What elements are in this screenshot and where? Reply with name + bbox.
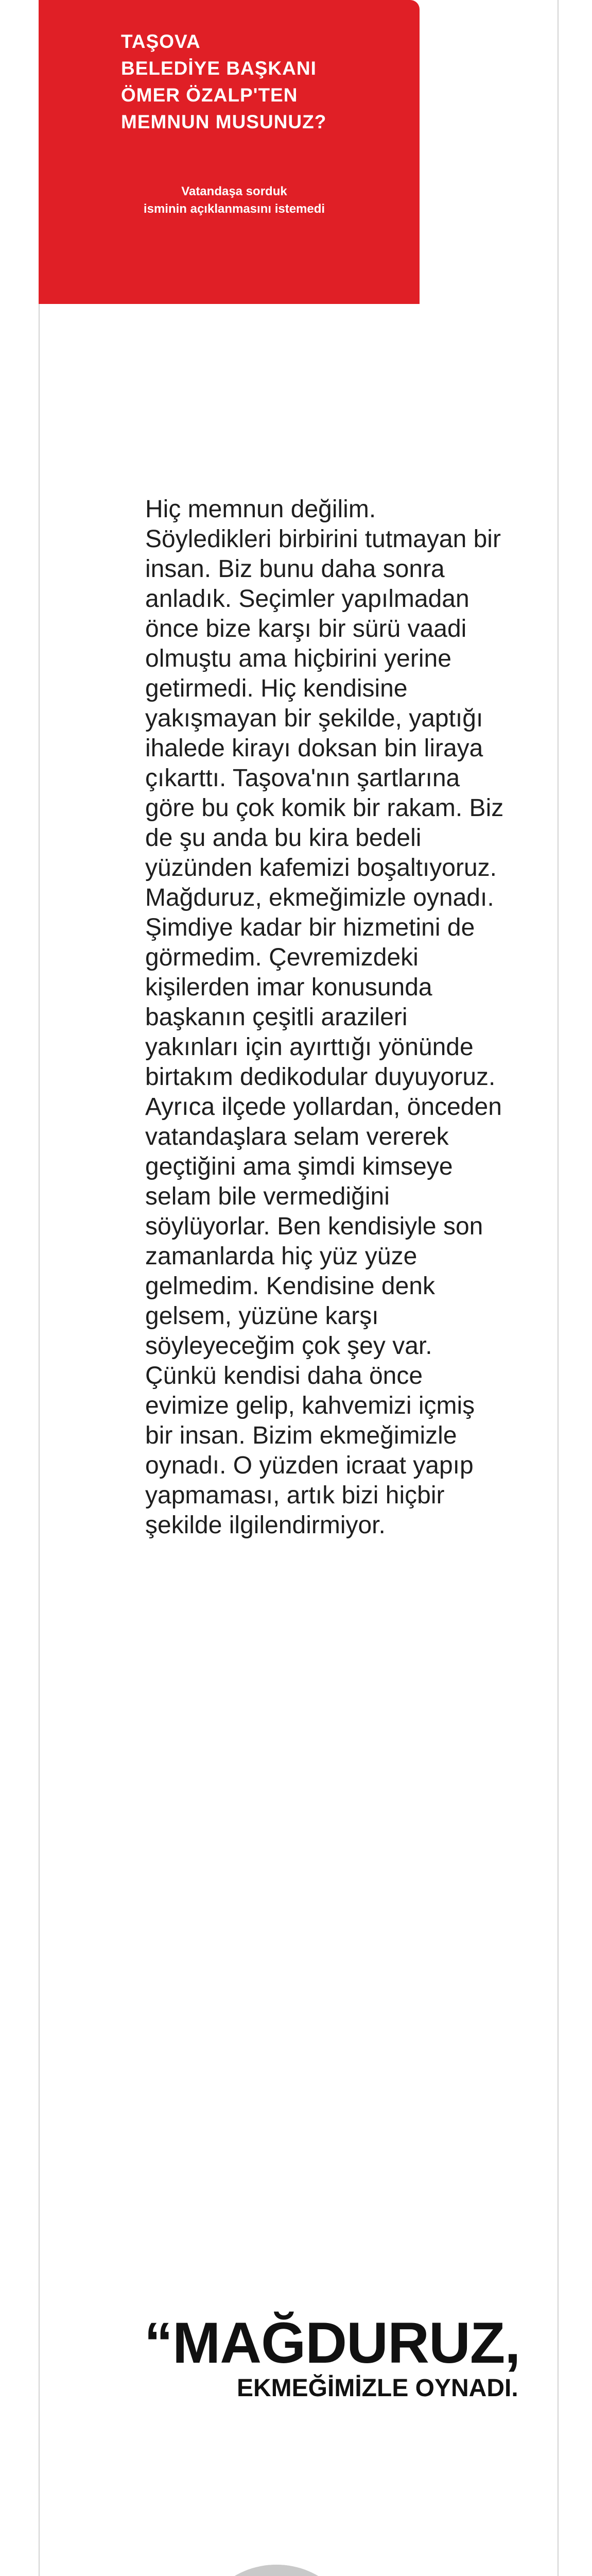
article-body: Hiç memnun değilim. Söyledikleri birbirini tutmayan bir insan. Biz bunu daha sonra anladık. Seçimler yapılmadan önce bize karşı bir sürü vaadi olmuştu ama hiçbirini yerine getirmedi. Hiç kendisine yakışmayan bir şekilde, yaptığı ihalede kirayı doksan bin liraya çıkarttı. Taşova'nın şartlarına göre bu çok komik bir rakam. Biz de şu anda bu kira bedeli yüzünden kafemizi boşaltıyoruz. Mağduruz, ekmeğimizle oynadı. Şimdiye kadar bir hizmetini de görmedim. Çevremizdeki kişilerden imar konusunda başkanın çeşitli arazileri yakınları için ayırttığı yönünde birtakım dedikodular duyuyoruz. Ayrıca ilçede yollardan, önceden vatandaşlara selam vererek geçtiğini ama şimdi kimseye selam bile vermediğini söylüyorlar. Ben kendisiyle son zamanlarda hiç yüz yüze gelmedim. Kendisine denk gelsem, yüzüne karşı söyleyeceğim çok şey var. Çünkü kendisi daha önce evimize gelip, kahvemizi içmiş bir insan. Bizim ekmeğimizle oynadı. O yüzden icraat yapıp yapmaması, artık bizi hiçbir şekilde ilgilendirmiyor.: [145, 496, 504, 1539]
pull-quote-line-1: “MAĞDURUZ,: [144, 2311, 520, 2375]
header-banner: [39, 0, 420, 304]
header-note: Vatandaşa sorduk isminin açıklanmasını istemedi: [143, 184, 325, 216]
pull-quote-line-2: EKMEĞİMİZLE OYNADI.: [237, 2375, 518, 2402]
header-title: TAŞOVA BELEDİYE BAŞKANI ÖMER ÖZALP'TEN MEMNUN MUSUNUZ?: [121, 31, 327, 132]
